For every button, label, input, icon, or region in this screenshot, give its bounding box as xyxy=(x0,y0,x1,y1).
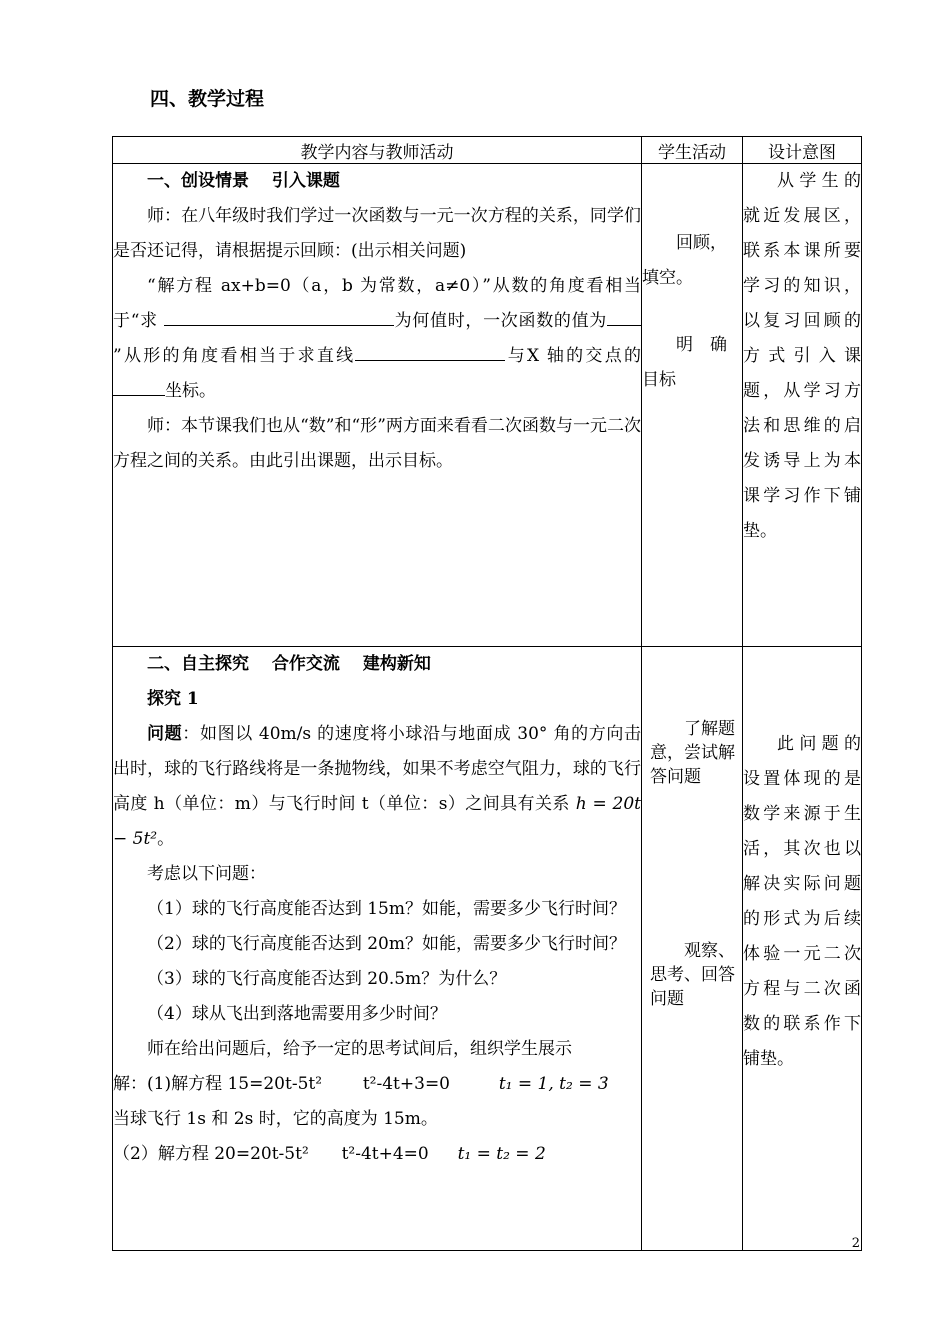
header-row xyxy=(113,137,862,164)
problem-text: ：如图以 40m/s 的速度将小球沿与地面成 30° 角的方向击出时，球的飞行路线将是一条抛物线，如果不考虑空气阻力，球的飞行高度 h（单位：m）与飞行时间 t（单位：s）之间具有关系 xyxy=(113,724,642,814)
solution-2-equation: （2）解方程 20=20t-5t² xyxy=(113,1144,309,1164)
explore-problem: 问题：如图以 40m/s 的速度将小球沿与地面成 30° 角的方向击出时，球的飞行路线将是一条抛物线，如果不考虑空气阻力，球的飞行高度 h（单位：m）与飞行时间 t（单位：s）之间具有关系 h = 20t − 5t²。 xyxy=(113,724,642,849)
intro-p2-part-a: “解方程 ax+b=0（a，b 为常数，a≠0）”从数的角度看相当于“求 xyxy=(113,276,641,331)
intro-design: 从学生的就近发展区，联系本课所要学习的知识，以复习回顾的方式引入课题，从学习方法和思维的启发诱导上为本课学习作下铺垫。 xyxy=(743,171,861,541)
problem-formula: h = 20t − 5t² xyxy=(113,794,642,849)
header-design: 设计意图 xyxy=(743,137,862,164)
consider-text: 考虑以下问题： xyxy=(147,864,266,884)
intro-student-1: 回顾，填空。 xyxy=(642,233,727,288)
intro-design-cell xyxy=(743,164,862,647)
explore-design: 此问题的设置体现的是数学来源于生活，其次也以解决实际问题的形式为后续体验一元二次方程与二次函数的联系作下铺垫。 xyxy=(743,734,861,1069)
question-3: （3）球的飞行高度能否达到 20.5m？为什么？ xyxy=(147,969,507,989)
fill-blank-2 xyxy=(607,308,641,326)
section-title: 四、教学过程 xyxy=(150,88,265,110)
question-1: （1）球的飞行高度能否达到 15m？如能，需要多少飞行时间？ xyxy=(147,899,626,919)
header-student: 学生活动 xyxy=(642,137,743,164)
intro-p2-part-d: 与X 轴的交点的 xyxy=(505,346,641,366)
solution-2-quadratic: t²-4t+4=0 xyxy=(341,1144,429,1164)
intro-heading: 一、创设情景 引入课题 xyxy=(147,171,340,191)
intro-paragraph-2 xyxy=(113,269,641,409)
teacher-text: 师在给出问题后，给予一定的思考试间后，组织学生展示 xyxy=(147,1039,572,1059)
explore-content-cell xyxy=(113,647,642,1251)
page-number: 2 xyxy=(851,1236,860,1251)
intro-p2-part-b: 为何值时，一次函数的值为 xyxy=(393,311,607,331)
solution-1-roots: t₁ = 1, t₂ = 3 xyxy=(498,1074,609,1094)
fill-blank-4 xyxy=(113,378,165,396)
intro-paragraph-1: 师：在八年级时我们学过一次函数与一元一次方程的关系，同学们是否还记得，请根据提示回顾：(出示相关问题) xyxy=(113,206,641,261)
problem-label: 问题 xyxy=(147,724,183,744)
row-intro xyxy=(113,164,862,647)
fill-blank-3 xyxy=(355,343,505,361)
row-explore xyxy=(113,647,862,1251)
intro-student-2: 明 确目标 xyxy=(642,335,727,390)
intro-content-cell xyxy=(113,164,642,647)
header-content: 教学内容与教师活动 xyxy=(113,137,642,164)
explore-subheading: 探究 1 xyxy=(147,689,199,709)
question-2: （2）球的飞行高度能否达到 20m？如能，需要多少飞行时间？ xyxy=(147,934,626,954)
solution-1-conclusion: 当球飞行 1s 和 2s 时，它的高度为 15m。 xyxy=(113,1109,438,1129)
explore-design-cell xyxy=(743,647,862,1251)
intro-student-cell xyxy=(642,164,743,647)
intro-p2-part-c: ”从形的角度看相当于求直线 xyxy=(113,346,356,366)
teaching-process-table xyxy=(112,136,862,1251)
explore-student-2: 观察、思考、回答问题 xyxy=(650,941,735,1009)
intro-paragraph-3: 师：本节课我们也从“数”和“形”两方面来看看二次函数与一元二次方程之间的关系。由此引出课题，出示目标。 xyxy=(113,416,641,471)
solution-2-roots: t₁ = t₂ = 2 xyxy=(457,1144,546,1164)
intro-p2-part-e: 坐标。 xyxy=(165,381,216,401)
question-4: （4）球从飞出到落地需要用多少时间？ xyxy=(147,1004,447,1024)
explore-heading: 二、自主探究 合作交流 建构新知 xyxy=(147,654,431,674)
explore-student-cell xyxy=(642,647,743,1251)
solution-2-line xyxy=(113,1137,641,1172)
explore-student-1: 了解题意，尝试解答问题 xyxy=(650,719,735,787)
solution-1-equation: 解：(1)解方程 15=20t-5t² xyxy=(113,1074,323,1094)
solution-1-line xyxy=(113,1067,641,1102)
solution-1-quadratic: t²-4t+3=0 xyxy=(362,1074,451,1094)
fill-blank-1 xyxy=(164,308,394,326)
